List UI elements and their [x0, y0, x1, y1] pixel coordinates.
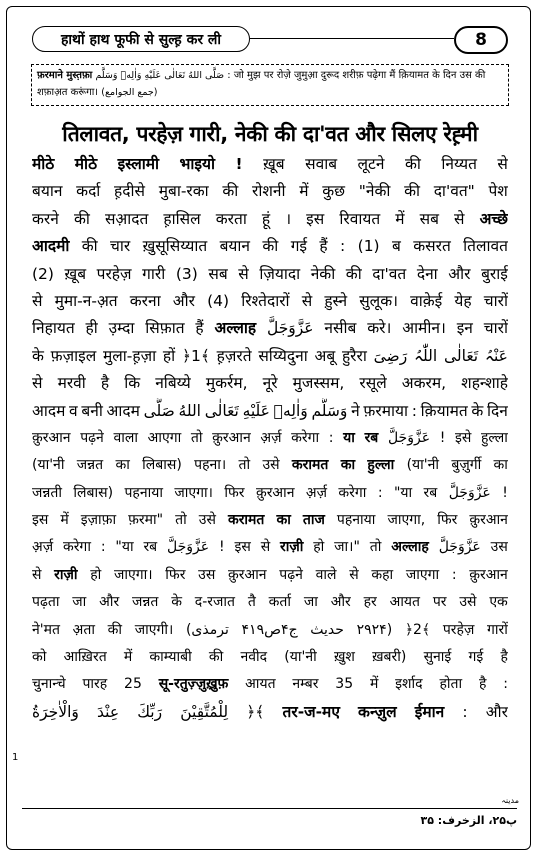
body-line: जन्नती लिबास) पहनाया जाएगा। फिर क़ुरआन अ़र्ज़ करेगा : "या रब عَزَّوَجَلَّ !	[32, 484, 508, 501]
body-line: ने'मत अ़ता की जाएगी। (ترمذی ج۴ص۴۱۹ حدیث ۲۹۲۴) ﴿2﴾ परहेज़ गारों	[32, 621, 508, 638]
body-line: चुनान्चे पारह 25 सू-रतुज़्ज़ुख़्रुफ़ आयत नम्बर 35 में इर्शाद होता है :	[32, 676, 508, 693]
footer-mark: مدینہ	[501, 796, 519, 805]
body-line: (या'नी जन्नत का लिबास) पहना। तो उसे करामत का हुल्ला (या'नी बुज़ुर्गी का	[32, 457, 508, 474]
body-text	[32, 151, 508, 726]
body-line: से मरवी है कि नबिय्ये मुकर्रम, नूरे मुजस्सम, रसूले अकरम, शहन्शाहे	[32, 374, 508, 393]
body-line: को आख़िरत में काम्याबी की नवीद (या'नी ख़ुश ख़बरी) सुनाई गई है	[32, 649, 508, 666]
body-line: करने की सआ़दत ह़ासिल करता हूं । इस रिवायत में सब से अच्छे	[32, 209, 508, 228]
body-line: इस में इज़ाफ़ा फ़रमा" तो उसे करामत का ताज पहनाया जाएगा, फिर क़ुरआन	[32, 512, 508, 529]
body-line: मीठे मीठे इस्लामी भाइयो ! ख़ूब सवाब लूटने की निय्यत से	[32, 155, 508, 173]
body-line: निहायत ही उ़म्दा सिफ़ात हैं अल्लाह عَزَّوَجَلَّ नसीब करे। आमीन। इन चारों	[32, 319, 508, 338]
notice-text-2: शफ़ाअ़त करूंगा।	[37, 87, 99, 98]
notice-line-2	[37, 84, 503, 101]
section-heading: तिलावत, परहेज़ गारी, नेकी की दा'वत और सिलए रेह़्मी	[62, 122, 478, 146]
body-line: क़ुरआन पढ़ने वाला आएगा तो क़ुरआन अ़र्ज़ करेगा : या रब عَزَّوَجَلَّ ! इसे हुल्ला	[32, 429, 508, 446]
body-line: وَالْاٰخِرَةُ عِنْدَ رَبِّكَ لِلْمُتَّقِيْنَ ﴿﴾ तर-ज-मए कन्ज़ुल ईमान : और	[32, 702, 508, 721]
notice-text-1: : जो मुझ पर रोजे़ जुमुआ़ दुरूद शरीफ़ पढ़ेगा मैं क़ियामत के दिन उस की	[227, 70, 486, 81]
page-number: 8	[454, 26, 508, 54]
notice-salutation: صَلَّى اللهُ تَعَالٰى عَلَيْهِ وَاٰلِهٖ وَسَلَّم	[95, 70, 225, 81]
body-line: पढ़ता जा और जन्नत के द-रजात तै कर्ता जा और हर आयत पर उसे एक	[32, 594, 508, 611]
book-title: हाथों हाथ फूफी से सुल्ह़ कर ली	[32, 26, 250, 52]
footnote: پ۲۵، الزخرف: ۳۵	[420, 814, 517, 827]
notice-source: (جمع الجوامع)	[101, 87, 158, 98]
body-line: बयान कर्दा ह़दीसे मुबा-रका की रोशनी में कुछ "नेकी की दा'वत" पेश	[32, 182, 508, 201]
body-line: आदम व बनी आदम صَلَّى اللهُ تَعَالٰى عَلَيْهِ وَاٰلِهٖ وَسَلَّم ने फ़रमाया : क़ियामत के दिन	[32, 401, 508, 420]
body-line: अ़र्ज़ करेगा : "या रब عَزَّوَجَلَّ ! इस से राज़ी हो जा।" तो अल्लाह عَزَّوَجَلَّ उस	[32, 539, 508, 556]
footnote-marker: 1	[12, 752, 19, 763]
body-line: से मुमा-न-अ़त करना और (4) रिश्तेदारों से ह़ुस्ने सुलूक। वाके़ई येह चारों	[32, 291, 508, 310]
body-line: (2) ख़ूब परहेज़ गारी (3) सब से ज़ियादा नेकी की दा'वत देना और बुराई	[32, 264, 508, 283]
body-line: से राज़ी हो जाएगा। फिर उस क़ुरआन पढ़ने वाले से कहा जाएगा : क़ुरआन	[32, 566, 508, 583]
notice-box	[31, 64, 509, 106]
footer-rule	[22, 808, 517, 809]
header-rule	[250, 38, 454, 39]
body-line: के फ़ज़ाइल मुला-ह़ज़ा हों ﴿1﴾ ह़ज़रते सय्यिदुना अबू हुरैरा رَضِیَ اللّٰہُ تَعَالٰی عَنْہُ	[32, 346, 508, 365]
notice-label: फ़रमाने मुस्त़फ़ा	[37, 70, 93, 81]
notice-line-1	[37, 67, 503, 84]
body-line: आदमी की चार ख़ुसूसिय्यात बयान की गई हैं : (1) ब कसरत तिलावत	[32, 237, 508, 256]
